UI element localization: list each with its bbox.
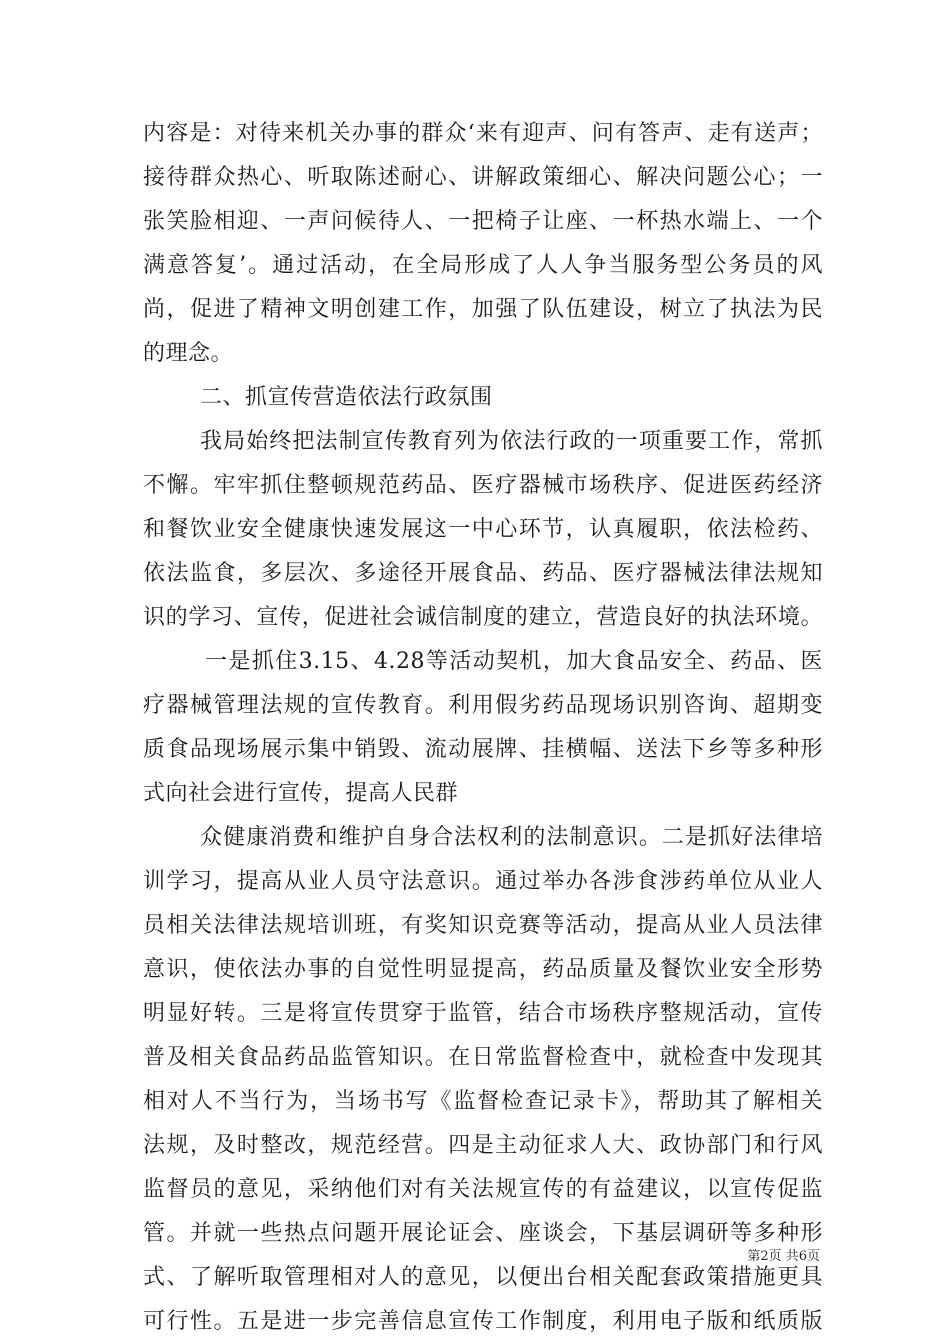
text-line: 可行性。五是进一步完善信息宣传工作制度，利用电子版和纸质版 (143, 1309, 823, 1334)
text-line: 识的学习、宣传，促进社会诚信制度的建立，营造良好的执法环境。 (143, 605, 823, 630)
text-line: 内容是：对待来机关办事的群众‘来有迎声、问有答声、走有送声； (143, 121, 823, 146)
text-line: 相对人不当行为，当场书写《监督检查记录卡》，帮助其了解相关 (143, 1089, 823, 1114)
text-line: 明显好转。三是将宣传贯穿于监管，结合市场秩序整规活动，宣传 (143, 1001, 823, 1026)
text-line: 管。并就一些热点问题开展论证会、座谈会，下基层调研等多种形 (143, 1221, 823, 1246)
text-line: 监督员的意见，采纳他们对有关法规宣传的有益建议，以宣传促监 (143, 1177, 823, 1202)
text-line: 式向社会进行宣传，提高人民群 (143, 781, 459, 806)
text-line: 众健康消费和维护自身合法权利的法制意识。二是抓好法律培 (200, 825, 823, 850)
text-line: 张笑脸相迎、一声问候待人、一把椅子让座、一杯热水端上、一个 (143, 209, 823, 234)
text-line: 训学习，提高从业人员守法意识。通过举办各涉食涉药单位从业人 (143, 869, 823, 894)
text-line: 尚，促进了精神文明创建工作，加强了队伍建设，树立了执法为民 (143, 297, 823, 322)
text-line: 的理念。 (143, 341, 234, 366)
page-number: 第2页 共6页 (747, 1249, 820, 1264)
text-line: 和餐饮业安全健康快速发展这一中心环节，认真履职，依法检药、 (143, 517, 823, 542)
text-line: 员相关法律法规培训班，有奖知识竞赛等活动，提高从业人员法律 (143, 913, 823, 938)
text-line: 质食品现场展示集中销毁、流动展牌、挂横幅、送法下乡等多种形 (143, 737, 823, 762)
section-heading: 二、抓宣传营造依法行政氛围 (200, 385, 493, 410)
text-line: 普及相关食品药品监管知识。在日常监督检查中，就检查中发现其 (143, 1045, 823, 1070)
text-line: 一是抓住3.15、4.28等活动契机，加大食品安全、药品、医 (205, 649, 823, 674)
text-line: 满意答复’。通过活动，在全局形成了人人争当服务型公务员的风 (143, 253, 823, 278)
text-line: 我局始终把法制宣传教育列为依法行政的一项重要工作，常抓 (200, 429, 823, 454)
text-line: 依法监食，多层次、多途径开展食品、药品、医疗器械法律法规知 (143, 561, 823, 586)
text-line: 接待群众热心、听取陈述耐心、讲解政策细心、解决问题公心；一 (143, 165, 823, 190)
text-line: 不懈。牢牢抓住整顿规范药品、医疗器械市场秩序、促进医药经济 (143, 473, 823, 498)
text-line: 疗器械管理法规的宣传教育。利用假劣药品现场识别咨询、超期变 (143, 693, 823, 718)
text-line: 式、了解听取管理相对人的意见，以便出台相关配套政策措施更具 (143, 1265, 823, 1290)
text-line: 法规，及时整改，规范经营。四是主动征求人大、政协部门和行风 (143, 1133, 823, 1158)
text-line: 意识，使依法办事的自觉性明显提高，药品质量及餐饮业安全形势 (143, 957, 823, 982)
